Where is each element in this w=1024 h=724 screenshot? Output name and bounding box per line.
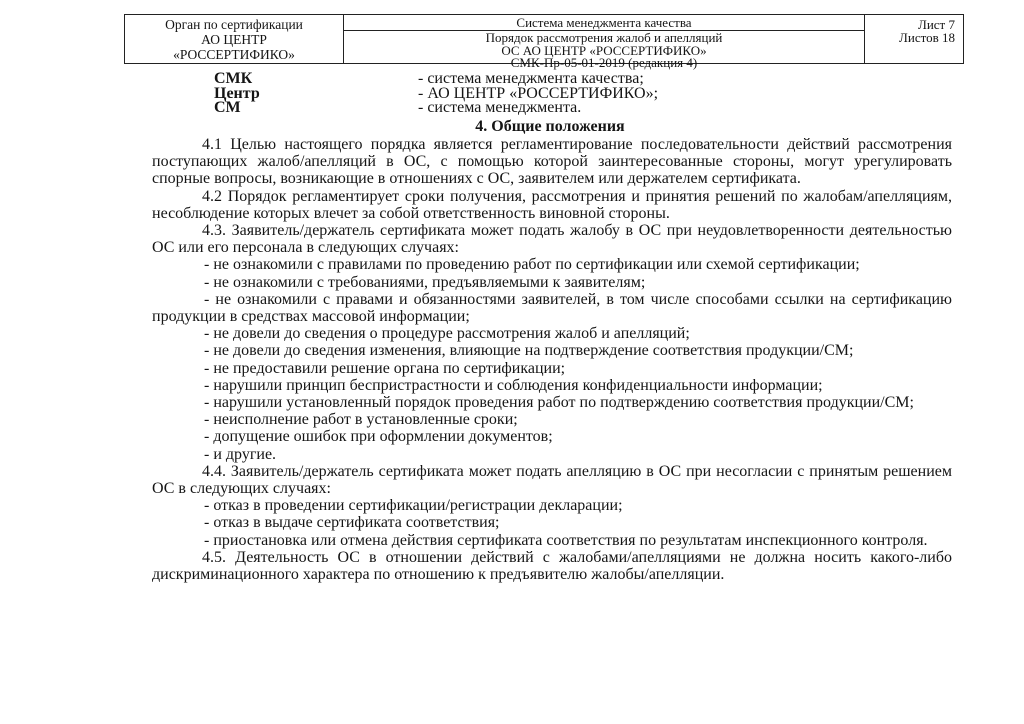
section-body: [152, 136, 952, 583]
certification-body-cell: [125, 15, 344, 63]
abbreviation-term: СМК: [214, 70, 253, 87]
list-item: - не ознакомили с правилами по проведению работ по сертификации или схемой сертификации;: [204, 256, 860, 274]
list-item: - отказ в выдаче сертификата соответствия;: [204, 514, 500, 532]
document-title-cell: [344, 15, 865, 70]
list-item: - неисполнение работ в установленные сроки;: [204, 411, 518, 429]
org-line: «РОССЕРТИФИКО»: [173, 46, 295, 62]
list-item: - допущение ошибок при оформлении документов;: [204, 428, 553, 446]
org-line: Орган по сертификации: [165, 16, 303, 32]
list-item: - нарушили установленный порядок проведения работ по подтверждению соответствия продукции/СМ;: [204, 394, 914, 412]
list-item: - не довели до сведения о процедуре рассмотрения жалоб и апелляций;: [204, 325, 690, 343]
list-item: - не довели до сведения изменения, влияющие на подтверждение соответствия продукции/СМ;: [204, 342, 854, 360]
list-item: - не ознакомили с правами и обязанностями заявителей, в том числе способами ссылки на сертификацию продукции в средствах массовой информации;: [152, 290, 952, 326]
list-item: - и другие.: [204, 445, 277, 463]
list-item: - отказ в проведении сертификации/регистрации декларации;: [204, 497, 623, 515]
abbreviation-list: [214, 72, 658, 116]
abbreviation-definition: - система менеджмента качества;: [418, 70, 644, 87]
abbreviation-term: Центр: [214, 84, 260, 102]
paragraph: 4.3. Заявитель/держатель сертификата может подать жалобу в ОС при неудовлетворенности деятельностью ОС или его персонала в следующих случаях:: [152, 222, 952, 257]
list-item: - не предоставили решение органа по сертификации;: [204, 359, 566, 377]
paragraph: 4.2 Порядок регламентирует сроки получения, рассмотрения и принятия решений по жалобам/апелляциям, несоблюдение которых влечет за собой ответственность виновной стороны.: [152, 187, 952, 222]
doc-title-line: Порядок рассмотрения жалоб и апелляций: [485, 30, 723, 45]
abbreviation-definition: - система менеджмента.: [418, 99, 582, 116]
paragraph: 4.1 Целью настоящего порядка является регламентирование последовательности действий рассмотрения поступающих жалоб/апелляций в ОС, с помощью которой заинтересованные стороны, могут урегулировать спорные вопросы, возникающие в отношениях с ОС, заявителем или держателем сертификата.: [152, 136, 952, 188]
sheet-info-cell: [865, 15, 963, 63]
paragraph: 4.5. Деятельность ОС в отношении действий с жалобами/апелляциями не должна носить какого-либо дискриминационного характера по отношению к предъявителю жалобы/апелляции.: [152, 548, 952, 584]
list-item: - приостановка или отмена действия сертификата соответствия по результатам инспекционного контроля.: [204, 531, 928, 549]
org-line: АО ЦЕНТР: [201, 31, 267, 47]
list-item: - нарушили принцип беспристрастности и соблюдения конфиденциальности информации;: [204, 376, 823, 394]
list-item: - не ознакомили с требованиями, предъявляемыми к заявителям;: [204, 273, 646, 291]
sheets-total: Листов 18: [899, 30, 955, 45]
paragraph: 4.4. Заявитель/держатель сертификата может подать апелляцию в ОС при несогласии с принятым решением ОС в следующих случаях:: [152, 462, 952, 498]
doc-title-line: ОС АО ЦЕНТР «РОССЕРТИФИКО»: [501, 42, 707, 58]
abbreviation-row: [214, 101, 658, 116]
abbreviation-term: СМ: [214, 99, 241, 116]
sheet-number: Лист 7: [918, 17, 955, 32]
doc-title-line: СМК-Пр-05-01-2019 (редакция 4): [510, 55, 698, 70]
section-title: 4. Общие положения: [475, 118, 625, 135]
abbreviation-definition: - АО ЦЕНТР «РОССЕРТИФИКО»;: [418, 84, 659, 102]
system-name: Система менеджмента качества: [344, 15, 864, 31]
document-header-table: [124, 14, 964, 70]
